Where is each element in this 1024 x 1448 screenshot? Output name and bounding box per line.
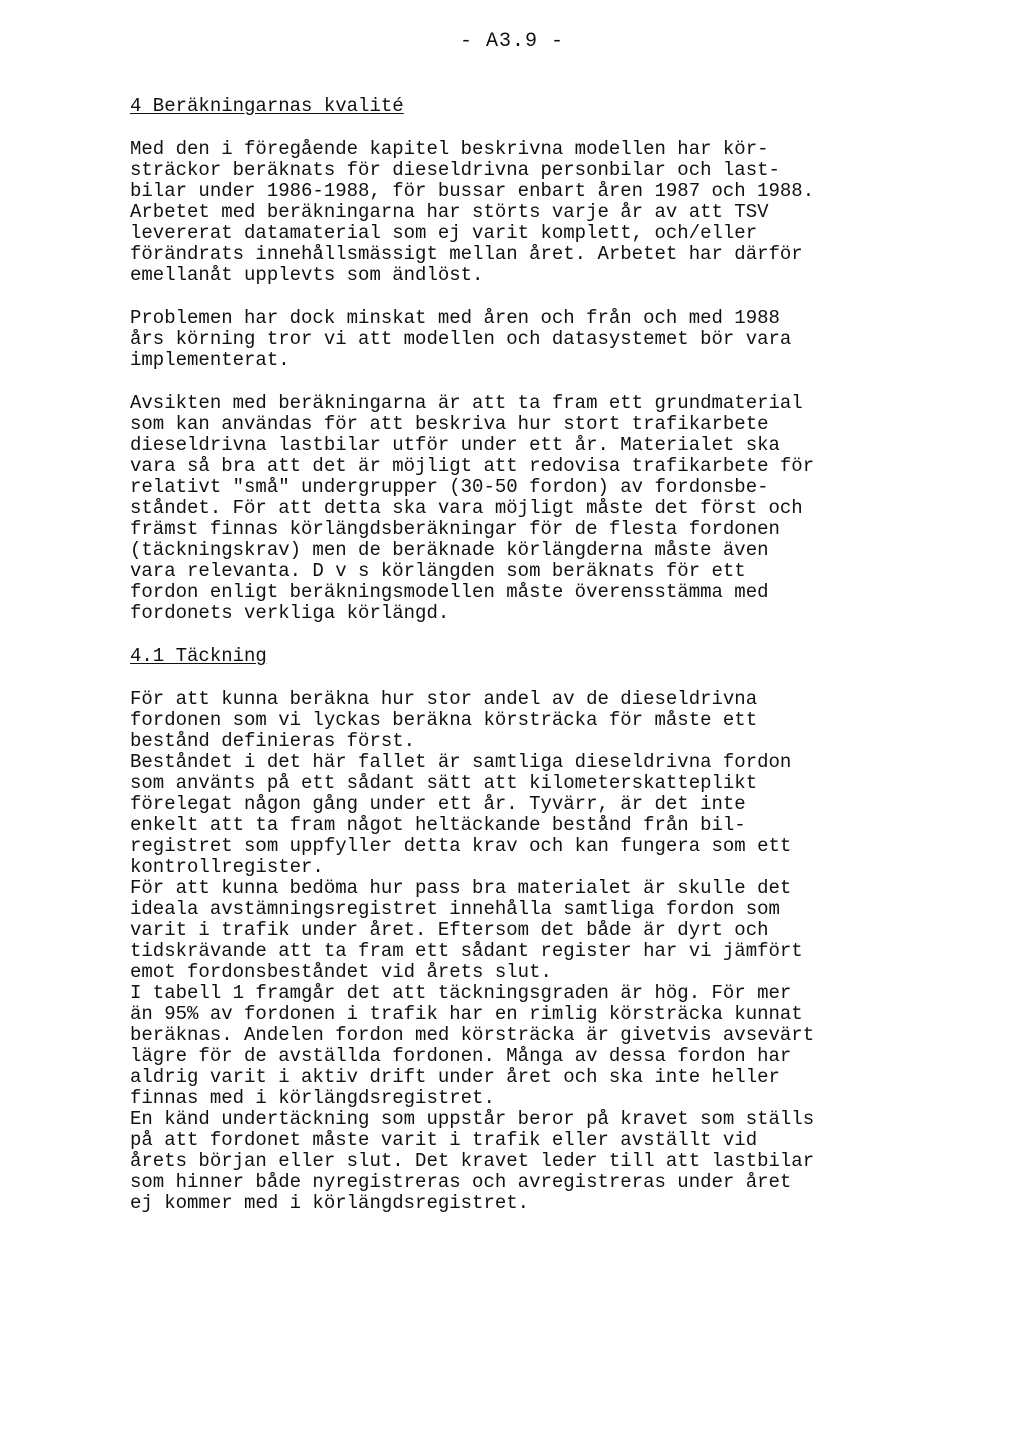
text-line: som kan användas för att beskriva hur stort trafikarbete [130,413,769,435]
text-line: tidskrävande att ta fram ett sådant register har vi jämfört [130,940,803,962]
page-number: - A3.9 - [459,30,564,53]
text-line: som använts på ett sådant sätt att kilometerskatteplikt [130,772,758,794]
text-line: enkelt att ta fram något heltäckande bestånd från bil- [130,814,746,836]
subsection-heading: 4.1 Täckning [130,645,267,667]
text-line: på att fordonet måste varit i trafik eller avställt vid [130,1129,758,1151]
section-heading: 4 Beräkningarnas kvalité [130,95,404,117]
text-line: beräknas. Andelen fordon med körsträcka är givetvis avsevärt [130,1024,815,1046]
text-line: lägre för de avställda fordonen. Många av dessa fordon har [130,1045,792,1067]
text-line: En känd undertäckning som uppstår beror på kravet som ställs [130,1108,815,1130]
document-body [130,96,930,1236]
section-paragraphs [130,139,930,624]
text-line: förelegat någon gång under ett år. Tyvärr, är det inte [130,793,746,815]
text-line: ideala avstämningsregistret innehålla samtliga fordon som [130,898,780,920]
text-line: vara relevanta. D v s körlängden som beräknats för ett [130,560,746,582]
paragraph [130,393,930,624]
text-line: Arbetet med beräkningarna har störts varje år av att TSV [130,201,769,223]
text-line: För att kunna bedöma hur pass bra materialet är skulle det [130,877,792,899]
text-line: För att kunna beräkna hur stor andel av de dieseldrivna [130,688,758,710]
text-line: årets början eller slut. Det kravet leder till att lastbilar [130,1150,815,1172]
text-line: finnas med i körlängdsregistret. [130,1087,495,1109]
text-line: Problemen har dock minskat med åren och från och med 1988 [130,307,780,329]
text-line: som hinner både nyregistreras och avregistreras under året [130,1171,792,1193]
text-line: bestånd definieras först. [130,730,416,752]
text-line: Med den i föregående kapitel beskrivna modellen har kör- [130,138,769,160]
text-line: fordon enligt beräkningsmodellen måste överensstämma med [130,581,769,603]
text-line: fordonen som vi lyckas beräkna körsträcka för måste ett [130,709,758,731]
text-line: främst finnas körlängdsberäkningar för de flesta fordonen [130,518,780,540]
subsection-body [130,689,930,1214]
text-line: implementerat. [130,349,290,371]
text-line: emellanåt upplevts som ändlöst. [130,264,484,286]
text-line: Beståndet i det här fallet är samtliga dieseldrivna fordon [130,751,792,773]
paragraph [130,139,930,286]
text-line: bilar under 1986-1988, för bussar enbart åren 1987 och 1988. [130,180,815,202]
text-line: varit i trafik under året. Eftersom det både är dyrt och [130,919,769,941]
text-line: än 95% av fordonen i trafik har en rimlig körsträcka kunnat [130,1003,803,1025]
text-line: (täckningskrav) men de beräknade körlängderna måste även [130,539,769,561]
text-line: förändrats innehållsmässigt mellan året. Arbetet har därför [130,243,803,265]
text-line: ej kommer med i körlängdsregistret. [130,1192,530,1214]
text-line: fordonets verkliga körlängd. [130,602,450,624]
text-line: relativt "små" undergrupper (30-50 fordon) av fordonsbe- [130,476,769,498]
text-line: sträckor beräknats för dieseldrivna personbilar och last- [130,159,780,181]
text-line: ståndet. För att detta ska vara möjligt måste det först och [130,497,803,519]
text-line: års körning tror vi att modellen och datasystemet bör vara [130,328,792,350]
text-line: I tabell 1 framgår det att täckningsgraden är hög. För mer [130,982,792,1004]
text-line: emot fordonsbeståndet vid årets slut. [130,961,552,983]
text-line: vara så bra att det är möjligt att redovisa trafikarbete för [130,455,815,477]
text-line: registret som uppfyller detta krav och kan fungera som ett [130,835,792,857]
paragraph [130,308,930,371]
text-line: dieseldrivna lastbilar utför under ett år. Materialet ska [130,434,780,456]
text-line: aldrig varit i aktiv drift under året och ska inte heller [130,1066,780,1088]
text-line: levererat datamaterial som ej varit komplett, och/eller [130,222,758,244]
text-line: kontrollregister. [130,856,324,878]
text-line: Avsikten med beräkningarna är att ta fram ett grundmaterial [130,392,803,414]
